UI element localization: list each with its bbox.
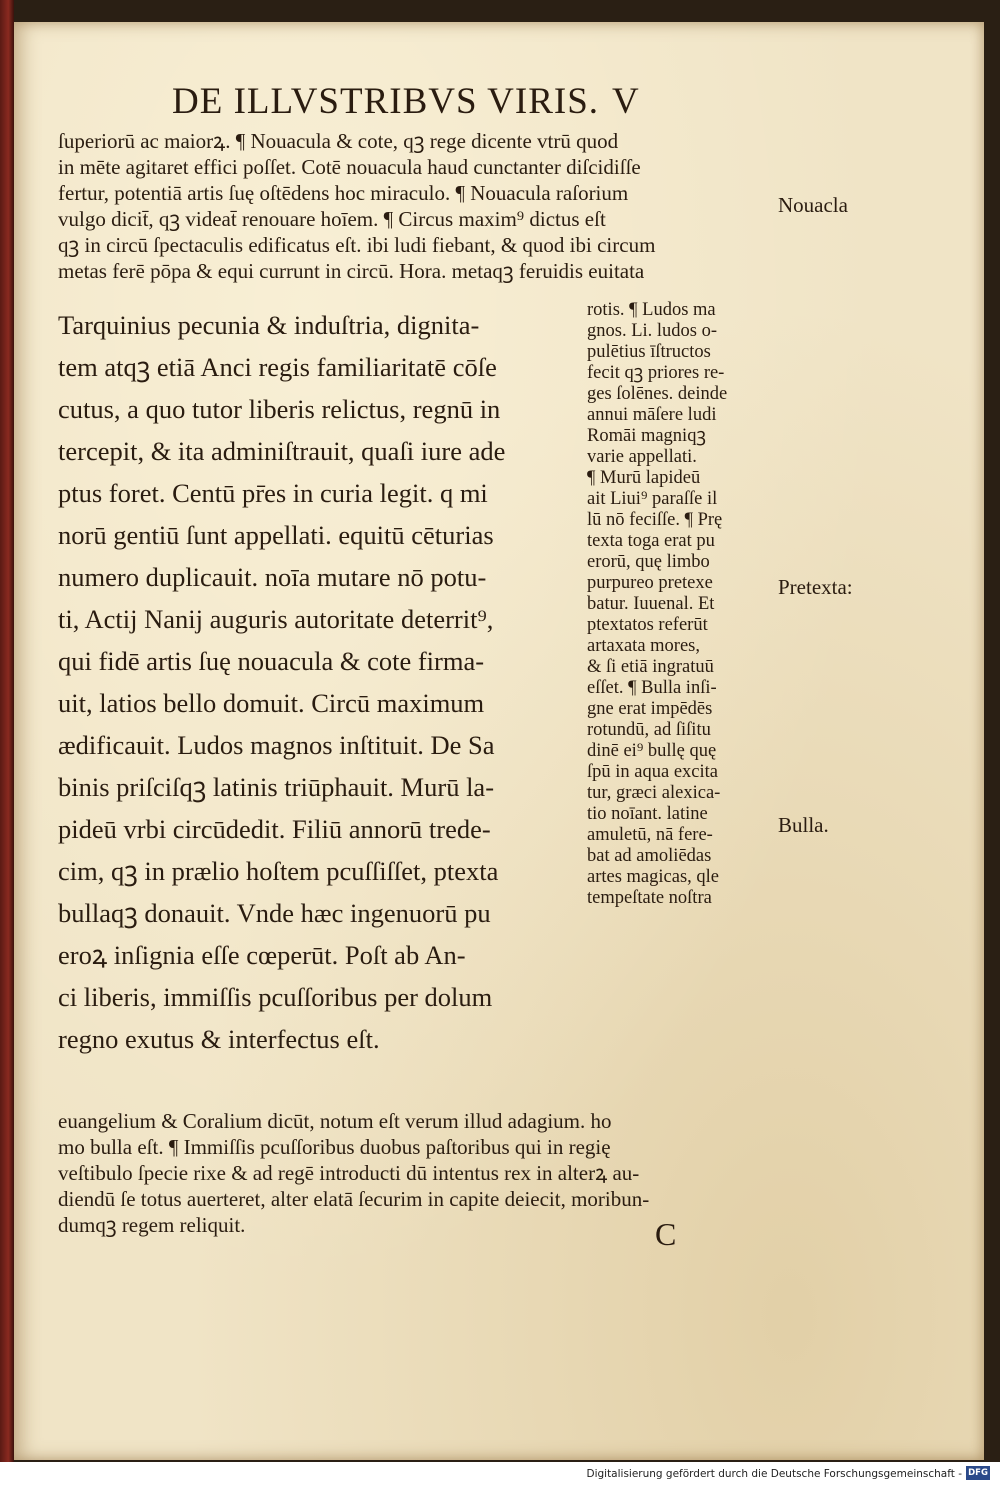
side-text-line: artaxata mores, <box>587 636 700 656</box>
side-text-line: ſpū in aqua excita <box>587 762 718 782</box>
side-text-line: amuletū, nā fere- <box>587 825 713 845</box>
funding-credit: Digitalisierung gefördert durch die Deutsche Forschungsgemeinschaft - <box>586 1468 962 1480</box>
side-text-line: tur, græci alexica- <box>587 783 721 803</box>
side-text-line: batur. Iuuenal. Et <box>587 594 715 614</box>
text-line: ſuperiorū ac maiorꝝ. ¶ Nouacula & cote, qꝫ rege dicente vtrū quod <box>58 129 619 153</box>
side-text-line: ptextatos referūt <box>587 615 708 635</box>
book-cover-edge <box>0 0 14 1462</box>
folio-number: V <box>612 81 639 122</box>
main-text-line: ædificauit. Ludos magnos inſtituit. De Sa <box>58 730 495 760</box>
side-text-line: ges ſolēnes. deinde <box>587 384 728 404</box>
text-line: metas ferē pōpa & equi currunt in circū. Hora. metaqꝫ feruidis euitata <box>58 259 645 283</box>
main-text-line: Tarquinius pecunia & induſtria, dignita- <box>58 310 480 340</box>
side-text-line: fecit qꝫ priores re- <box>587 363 725 383</box>
running-header: DE ILLVSTRIBVS VIRIS. <box>172 81 600 122</box>
text-line: dumqꝫ regem reliquit. <box>58 1213 246 1237</box>
side-text-line: eſſet. ¶ Bulla inſi- <box>587 678 717 698</box>
main-text-line: eroꝝ inſignia eſſe cœperūt. Poſt ab An- <box>58 940 466 970</box>
side-text-line: annui māſere ludi <box>587 405 717 425</box>
side-text-line: artes magicas, qle <box>587 867 720 887</box>
main-text-line: bullaqꝫ donauit. Vnde hæc ingenuorū pu <box>58 898 491 928</box>
text-line: veſtibulo ſpecie rixe & ad regē introducti dū intentus rex in alterꝝ au- <box>58 1161 640 1185</box>
text-line: in mēte agitaret effici poſſet. Cotē nouacula haud cunctanter diſcidiſſe <box>58 155 641 179</box>
side-text-line: texta toga erat pu <box>587 531 715 551</box>
main-text-line: norū gentiū ſunt appellati. equitū cēturias <box>58 520 494 550</box>
side-text-line: lū nō feciſſe. ¶ Prę <box>587 510 723 530</box>
text-line: mo bulla eſt. ¶ Immiſſis pcuſſoribus duobus paſtoribus qui in regię <box>58 1135 611 1159</box>
side-text-line: bat ad amoliēdas <box>587 846 712 866</box>
main-text-line: cim, qꝫ in prælio hoſtem pcuſſiſſet, ptexta <box>58 856 499 886</box>
text-line: vulgo dicit̄, qꝫ videat̄ renouare hoīem. ¶ Circus maxim⁹ dictus eſt <box>58 207 606 231</box>
text-line: euangelium & Coralium dicūt, notum eſt verum illud adagium. ho <box>58 1109 612 1133</box>
signature-mark: C <box>655 1216 677 1252</box>
side-text-line: rotis. ¶ Ludos ma <box>587 300 716 320</box>
side-text-line: Romāi magniqꝫ <box>587 426 706 446</box>
marginal-note: Nouacla <box>778 193 848 217</box>
main-text-line: tem atqꝫ etiā Anci regis familiaritatē cōſe <box>58 352 497 382</box>
side-text-line: ¶ Murū lapideū <box>587 468 701 488</box>
main-text-line: ci liberis, immiſſis pcuſſoribus per dolum <box>58 982 493 1012</box>
side-text-line: ait Liui⁹ paraſſe il <box>587 489 718 509</box>
main-text-line: binis priſciſqꝫ latinis triūphauit. Murū la- <box>58 772 495 802</box>
side-text-line: tempeſtate noſtra <box>587 888 712 908</box>
side-text-line: gne erat impēdēs <box>587 699 713 719</box>
text-line: qꝫ in circū ſpectaculis edificatus eſt. ibi ludi fiebant, & quod ibi circum <box>58 233 656 257</box>
side-text-line: varie appellati. <box>587 447 697 467</box>
side-text-line: rotundū, ad ſiſitu <box>587 720 711 740</box>
marginal-note: Pretexta: <box>778 575 853 599</box>
main-text-line: ti, Actij Nanij auguris autoritate deterrit⁹, <box>58 604 494 634</box>
main-text-line: pideū vrbi circūdedit. Filiū annorū trede- <box>58 814 491 844</box>
side-text-line: purpureo pretexe <box>587 573 713 593</box>
side-text-line: & ſi etiā ingratuū <box>587 657 714 677</box>
marginal-note: Bulla. <box>778 813 829 837</box>
main-text-line: tercepit, & ita adminiſtrauit, quaſi iure ade <box>58 436 506 466</box>
main-text-line: uit, latios bello domuit. Circū maximum <box>58 688 485 718</box>
main-text-line: regno exutus & interfectus eſt. <box>58 1024 380 1054</box>
text-line: fertur, potentiā artis ſuę oſtēdens hoc miraculo. ¶ Nouacula raſorium <box>58 181 629 205</box>
dfg-logo: DFG <box>966 1466 990 1480</box>
main-text-line: cutus, a quo tutor liberis relictus, regnū in <box>58 394 501 424</box>
side-text-line: tio noīant. latine <box>587 804 708 824</box>
side-text-line: pulētius īſtructos <box>587 342 711 362</box>
text-line: diendū ſe totus auerteret, alter elatā ſecurim in capite deiecit, moribun- <box>58 1187 650 1211</box>
side-text-line: erorū, quę limbo <box>587 552 710 572</box>
side-text-line: dinē ei⁹ bullę quę <box>587 741 717 761</box>
main-text-line: ptus foret. Centū pr̄es in curia legit. q mi <box>58 478 488 508</box>
main-text-line: qui fidē artis ſuę nouacula & cote firma- <box>58 646 485 676</box>
side-text-line: gnos. Li. ludos o- <box>587 321 718 341</box>
main-text-line: numero duplicauit. noīa mutare nō potu- <box>58 562 487 592</box>
